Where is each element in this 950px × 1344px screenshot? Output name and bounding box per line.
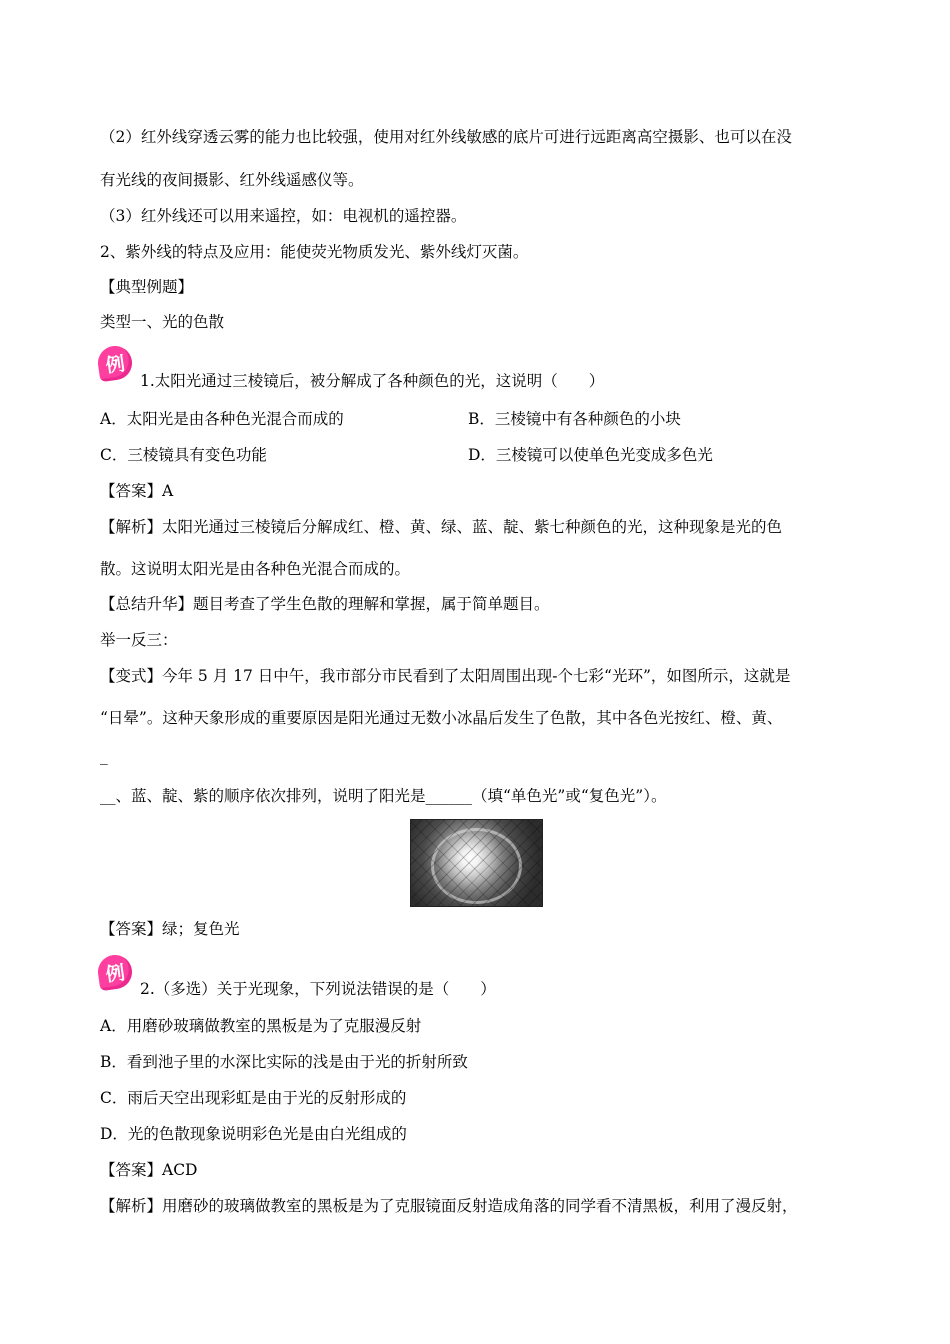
q2-option-b: B．看到池子里的水深比实际的浅是由于光的折射所致 [100, 1053, 468, 1071]
q1-summary: 【总结升华】题目考查了学生色散的理解和掌握，属于简单题目。 [100, 595, 550, 613]
variant-text: __、蓝、靛、紫的顺序依次排列，说明了阳光是______（填“单色光”或“复色光”）。 [100, 787, 667, 805]
variant-text: 【变式】今年 5 月 17 日中午，我市部分市民看到了太阳周围出现-个七彩“光环”，如图所示，这就是 [100, 667, 791, 685]
variant-text: _ [100, 747, 108, 765]
type-heading: 类型一、光的色散 [100, 313, 225, 331]
example-icon: 例 [96, 953, 134, 991]
q1-option-a: A．太阳光是由各种色光混合而成的 [100, 410, 344, 428]
q1-answer: 【答案】A [100, 482, 174, 500]
question-2-stem: 2.（多选）关于光现象，下列说法错误的是（ ） [140, 980, 496, 998]
text-line: 2、紫外线的特点及应用：能使荧光物质发光、紫外线灯灭菌。 [100, 243, 529, 261]
q1-option-d: D．三棱镜可以使单色光变成多色光 [468, 446, 713, 464]
q2-answer: 【答案】ACD [100, 1161, 198, 1179]
q2-option-c: C．雨后天空出现彩虹是由于光的反射形成的 [100, 1089, 407, 1107]
sun-halo-photo [410, 819, 543, 907]
q1-analysis-cont: 散。这说明太阳光是由各种色光混合而成的。 [100, 560, 411, 578]
q2-analysis: 【解析】用磨砂的玻璃做教室的黑板是为了克服镜面反射造成角落的同学看不清黑板，利用了漫反射， [100, 1197, 798, 1215]
q2-option-a: A．用磨砂玻璃做教室的黑板是为了克服漫反射 [100, 1017, 422, 1035]
extend-heading: 举一反三： [100, 631, 178, 649]
q1-option-c: C．三棱镜具有变色功能 [100, 446, 267, 464]
q1-analysis: 【解析】太阳光通过三棱镜后分解成红、橙、黄、绿、蓝、靛、紫七种颜色的光，这种现象是光的色 [100, 518, 783, 536]
text-line: 有光线的夜间摄影、红外线遥感仪等。 [100, 171, 364, 189]
section-heading: 【典型例题】 [100, 278, 194, 296]
text-line: （2）红外线穿透云雾的能力也比较强，使用对红外线敏感的底片可进行远距离高空摄影、也可以在没 [100, 128, 792, 146]
example-icon: 例 [96, 344, 134, 382]
text-line: （3）红外线还可以用来遥控，如：电视机的遥控器。 [100, 207, 467, 225]
q2-option-d: D．光的色散现象说明彩色光是由白光组成的 [100, 1125, 407, 1143]
variant-answer: 【答案】绿；复色光 [100, 920, 240, 938]
q1-option-b: B．三棱镜中有各种颜色的小块 [468, 410, 681, 428]
variant-text: “日晕”。这种天象形成的重要原因是阳光通过无数小冰晶后发生了色散，其中各色光按红、橙、黄、 [100, 709, 783, 727]
question-1-stem: 1.太阳光通过三棱镜后，被分解成了各种颜色的光，这说明（ ） [140, 372, 605, 390]
